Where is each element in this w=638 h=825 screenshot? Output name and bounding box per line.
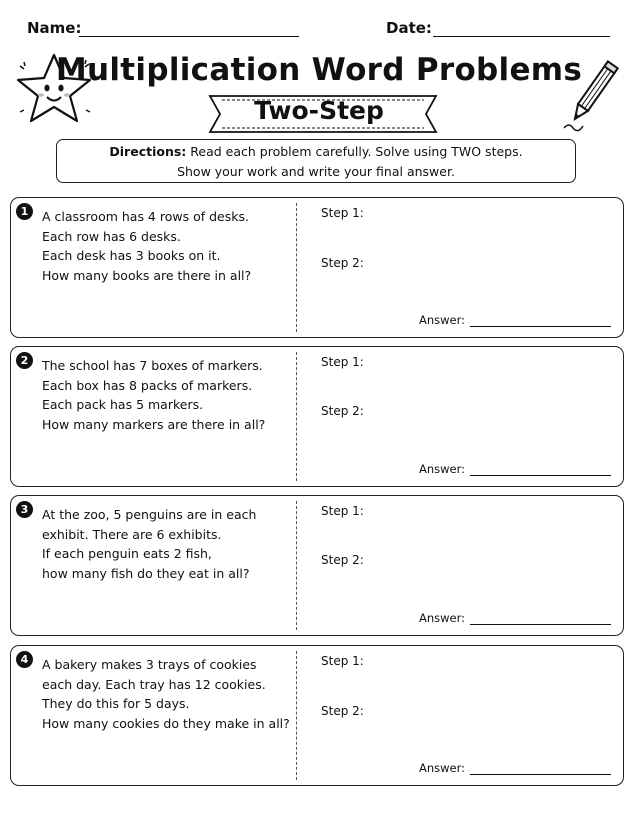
problem-line: At the zoo, 5 penguins are in each <box>42 507 257 522</box>
problem-card-2 <box>10 346 624 487</box>
dashed-divider <box>296 501 297 630</box>
step-2-label: Step 2: <box>321 256 364 270</box>
answer-field[interactable] <box>470 624 611 625</box>
step-2-label: Step 2: <box>321 404 364 418</box>
dashed-divider <box>296 651 297 780</box>
step-1-label: Step 1: <box>321 355 364 369</box>
problem-line: exhibit. There are 6 exhibits. <box>42 526 222 542</box>
answer-field[interactable] <box>470 326 611 327</box>
step-2-label: Step 2: <box>321 704 364 718</box>
problem-line: A classroom has 4 rows of desks. <box>42 209 249 224</box>
problem-line: How many cookies do they make in all? <box>42 715 290 731</box>
answer-field[interactable] <box>470 774 611 775</box>
problem-text <box>42 655 292 733</box>
problem-line: Each row has 6 desks. <box>42 228 181 244</box>
page-subtitle: Two-Step <box>254 96 384 125</box>
problem-line: If each penguin eats 2 fish, <box>42 546 212 561</box>
directions-text-1: Read each problem carefully. Solve using TWO steps. <box>190 144 523 159</box>
answer-label: Answer: <box>419 761 466 775</box>
dashed-divider <box>296 352 297 481</box>
problem-card-4 <box>10 645 624 786</box>
problem-line: How many books are there in all? <box>42 267 252 283</box>
problem-text <box>42 207 292 285</box>
problem-card-3 <box>10 495 624 636</box>
date-field[interactable] <box>433 36 610 37</box>
problem-line: The school has 7 boxes of markers. <box>42 358 263 373</box>
problem-text <box>42 505 292 583</box>
step-1-label: Step 1: <box>321 654 364 668</box>
step-1-label: Step 1: <box>321 504 364 518</box>
problem-number-badge: 4 <box>16 651 33 668</box>
problem-line: how many fish do they eat in all? <box>42 565 250 581</box>
directions-text-2: Show your work and write your final answer. <box>177 164 455 179</box>
answer-label: Answer: <box>419 611 466 625</box>
problem-text <box>42 356 292 434</box>
directions-box <box>56 139 576 183</box>
name-field[interactable] <box>79 36 299 37</box>
date-label: Date: <box>386 19 432 37</box>
step-1-label: Step 1: <box>321 206 364 220</box>
problem-card-1 <box>10 197 624 338</box>
page-title: Multiplication Word Problems <box>55 52 583 88</box>
problem-number-badge: 1 <box>16 203 33 220</box>
directions-label: Directions: <box>109 144 187 159</box>
problem-number-badge: 3 <box>16 501 33 518</box>
step-2-label: Step 2: <box>321 553 364 567</box>
directions-line-1 <box>57 142 575 162</box>
problem-line: Each box has 8 packs of markers. <box>42 377 253 393</box>
problem-line: Each desk has 3 books on it. <box>42 248 221 263</box>
answer-label: Answer: <box>419 462 466 476</box>
problem-line: They do this for 5 days. <box>42 696 190 711</box>
problem-line: A bakery makes 3 trays of cookies <box>42 657 257 672</box>
name-label: Name: <box>27 19 82 37</box>
answer-field[interactable] <box>470 475 611 476</box>
answer-label: Answer: <box>419 313 466 327</box>
problem-line: How many markers are there in all? <box>42 416 266 432</box>
problem-line: Each pack has 5 markers. <box>42 397 204 412</box>
dashed-divider <box>296 203 297 332</box>
problem-number-badge: 2 <box>16 352 33 369</box>
problem-line: each day. Each tray has 12 cookies. <box>42 676 266 692</box>
